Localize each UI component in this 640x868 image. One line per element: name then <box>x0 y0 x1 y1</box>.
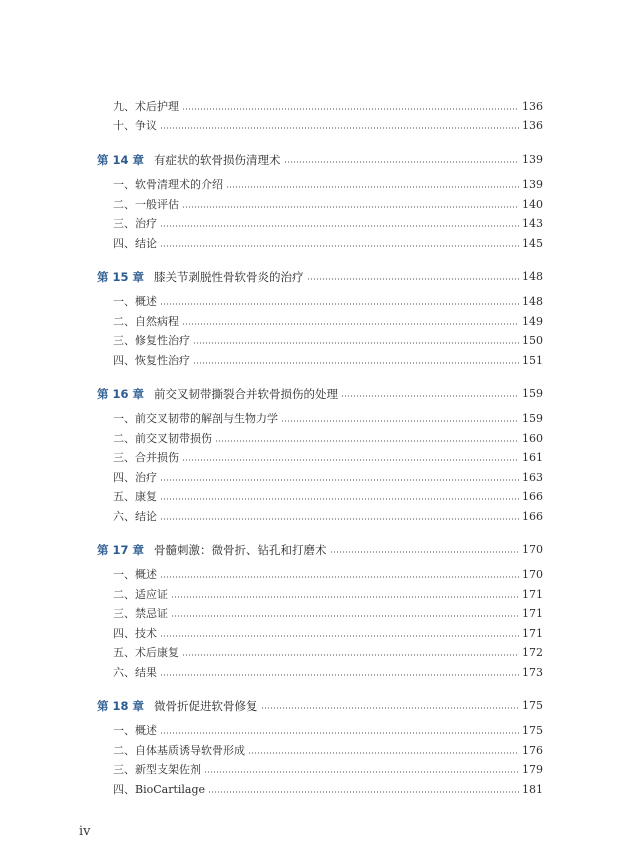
dot-leader <box>171 615 519 617</box>
toc-entry[interactable] <box>113 661 543 679</box>
toc-entry[interactable] <box>113 407 543 425</box>
toc-entry-label: 二、适应证 <box>113 588 168 601</box>
toc-page-number: 170 <box>522 543 543 556</box>
toc-page-number: 139 <box>522 153 543 166</box>
dot-leader <box>307 278 519 280</box>
toc-entry-label: 六、结果 <box>113 666 157 679</box>
toc-page-number: 166 <box>522 510 543 523</box>
dot-leader <box>208 791 519 793</box>
toc-entry[interactable] <box>113 622 543 640</box>
toc-entry-label: 五、康复 <box>113 490 157 503</box>
toc-page-number: 161 <box>522 451 543 464</box>
toc-entry[interactable] <box>113 758 543 776</box>
toc-page-number: 136 <box>522 119 543 132</box>
toc-entry-label: 三、修复性治疗 <box>113 334 190 347</box>
toc-page-number: 175 <box>522 699 543 712</box>
toc-page-number: 171 <box>522 588 543 601</box>
dot-leader <box>160 518 519 520</box>
toc-entry[interactable] <box>113 95 543 113</box>
dot-leader <box>182 108 519 110</box>
chapter-number: 第 16 章 <box>97 387 145 401</box>
toc-entry-label: 一、概述 <box>113 295 157 308</box>
toc-entry-label: 二、自体基质诱导软骨形成 <box>113 744 245 757</box>
toc-page-number: 145 <box>522 237 543 250</box>
toc-entry-label: 四、治疗 <box>113 471 157 484</box>
toc-entry-label: 一、概述 <box>113 724 157 737</box>
toc-page-number: 179 <box>522 763 543 776</box>
toc-page-number: 148 <box>522 270 543 283</box>
toc-entry-label: 三、治疗 <box>113 217 157 230</box>
chapter-number: 第 15 章 <box>97 270 145 284</box>
toc-entry-label: 六、结论 <box>113 510 157 523</box>
toc-entry[interactable] <box>113 290 543 308</box>
toc-page-number: 170 <box>522 568 543 581</box>
toc-page-number: 151 <box>522 354 543 367</box>
toc-entry-label: 二、一般评估 <box>113 198 179 211</box>
toc-entry-label: 四、BioCartilage <box>113 783 206 796</box>
chapter-title: 微骨折促进软骨修复 <box>154 699 258 713</box>
dot-leader <box>226 186 519 188</box>
toc-entry[interactable] <box>113 602 543 620</box>
toc-entry[interactable] <box>113 427 543 445</box>
dot-leader <box>182 459 519 461</box>
dot-leader <box>160 674 519 676</box>
toc-page-number: 175 <box>522 724 543 737</box>
toc-page-number: 140 <box>522 198 543 211</box>
dot-leader <box>160 498 519 500</box>
dot-leader <box>160 303 519 305</box>
toc-page-number: 159 <box>522 387 543 400</box>
toc-entry-label: 三、合并损伤 <box>113 451 179 464</box>
toc-chapter[interactable] <box>97 382 543 400</box>
chapter-number: 第 18 章 <box>97 699 145 713</box>
chapter-title: 前交叉韧带撕裂合并软骨损伤的处理 <box>154 387 339 401</box>
dot-leader <box>193 362 519 364</box>
toc-entry[interactable] <box>113 485 543 503</box>
toc-entry-label: 四、结论 <box>113 237 157 250</box>
dot-leader <box>160 732 519 734</box>
toc-entry[interactable] <box>113 193 543 211</box>
toc-page-number: 160 <box>522 432 543 445</box>
toc-entry-label: 十、争议 <box>113 119 157 132</box>
toc-entry[interactable] <box>113 173 543 191</box>
toc-chapter[interactable] <box>97 265 543 283</box>
toc-entry-label: 三、新型支架佐剂 <box>113 763 201 776</box>
toc-page-number: 143 <box>522 217 543 230</box>
chapter-number: 第 17 章 <box>97 543 145 557</box>
toc-page-number: 176 <box>522 744 543 757</box>
dot-leader <box>182 654 519 656</box>
toc-entry-label: 一、前交叉韧带的解剖与生物力学 <box>113 412 278 425</box>
toc-entry[interactable] <box>113 446 543 464</box>
dot-leader <box>182 206 519 208</box>
chapter-title: 骨髓刺激：微骨折、钻孔和打磨术 <box>154 543 327 557</box>
chapter-number: 第 14 章 <box>97 153 145 167</box>
toc-page-number: 166 <box>522 490 543 503</box>
toc-entry[interactable] <box>113 466 543 484</box>
dot-leader <box>171 596 519 598</box>
toc-entry[interactable] <box>113 232 543 250</box>
toc-entry[interactable] <box>113 310 543 328</box>
toc-page-number: 172 <box>522 646 543 659</box>
footer-page-number: iv <box>79 824 91 839</box>
toc-entry[interactable] <box>113 641 543 659</box>
toc-page-number: 149 <box>522 315 543 328</box>
dot-leader <box>215 440 519 442</box>
toc-page-number: 171 <box>522 607 543 620</box>
dot-leader <box>330 551 519 553</box>
toc-entry-label: 三、禁忌证 <box>113 607 168 620</box>
dot-leader <box>284 161 519 163</box>
toc-page-number: 139 <box>522 178 543 191</box>
toc-page-number: 148 <box>522 295 543 308</box>
dot-leader <box>160 479 519 481</box>
toc-entry[interactable] <box>113 778 543 796</box>
dot-leader <box>160 635 519 637</box>
toc-entry-label: 九、术后护理 <box>113 100 179 113</box>
dot-leader <box>160 127 519 129</box>
toc-page-number: 150 <box>522 334 543 347</box>
toc-entry[interactable] <box>113 329 543 347</box>
toc-chapter[interactable] <box>97 148 543 166</box>
toc-entry[interactable] <box>113 583 543 601</box>
toc-page-number: 171 <box>522 627 543 640</box>
toc-entry-label: 一、概述 <box>113 568 157 581</box>
toc-entry[interactable] <box>113 349 543 367</box>
toc-entry-label: 二、前交叉韧带损伤 <box>113 432 212 445</box>
dot-leader <box>204 771 519 773</box>
toc-page-number: 163 <box>522 471 543 484</box>
toc-entry-label: 四、技术 <box>113 627 157 640</box>
chapter-title: 有症状的软骨损伤清理术 <box>154 153 281 167</box>
chapter-title: 膝关节剥脱性骨软骨炎的治疗 <box>154 270 304 284</box>
dot-leader <box>281 420 519 422</box>
toc-page-number: 181 <box>522 783 543 796</box>
dot-leader <box>261 707 519 709</box>
toc-entry-label: 二、自然病程 <box>113 315 179 328</box>
dot-leader <box>160 576 519 578</box>
toc-chapter[interactable] <box>97 538 543 556</box>
toc-entry[interactable] <box>113 212 543 230</box>
dot-leader <box>248 752 519 754</box>
toc-entry-label: 五、术后康复 <box>113 646 179 659</box>
toc-page-number: 136 <box>522 100 543 113</box>
toc-page-number: 173 <box>522 666 543 679</box>
toc-entry[interactable] <box>113 505 543 523</box>
dot-leader <box>160 245 519 247</box>
toc-page-number: 159 <box>522 412 543 425</box>
toc-entry-label: 四、恢复性治疗 <box>113 354 190 367</box>
toc-entry[interactable] <box>113 114 543 132</box>
toc-entry[interactable] <box>113 563 543 581</box>
toc-entry-label: 一、软骨清理术的介绍 <box>113 178 223 191</box>
dot-leader <box>182 323 519 325</box>
dot-leader <box>193 342 519 344</box>
dot-leader <box>341 395 519 397</box>
toc-entry[interactable] <box>113 739 543 757</box>
dot-leader <box>160 225 519 227</box>
toc-chapter[interactable] <box>97 694 543 712</box>
toc-entry[interactable] <box>113 719 543 737</box>
